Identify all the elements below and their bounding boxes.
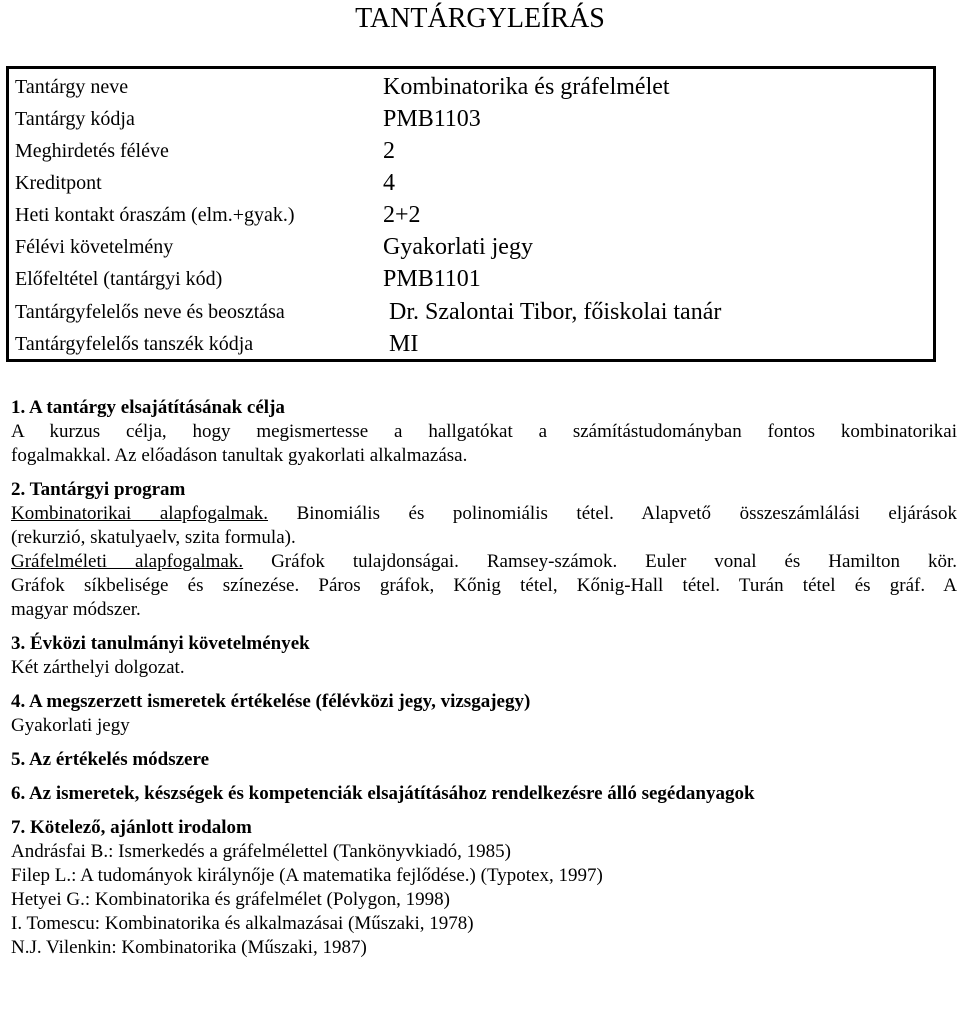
info-label: Heti kontakt óraszám (elm.+gyak.) bbox=[15, 204, 295, 226]
reference-item: N.J. Vilenkin: Kombinatorika (Műszaki, 1987) bbox=[11, 937, 367, 958]
info-value: MI bbox=[389, 331, 419, 357]
info-value: 2 bbox=[383, 138, 395, 164]
info-value: 2+2 bbox=[383, 202, 421, 228]
info-row bbox=[15, 328, 915, 360]
info-value: 4 bbox=[383, 170, 395, 196]
section-heading: 5. Az értékelés módszere bbox=[11, 749, 210, 770]
info-row bbox=[15, 231, 915, 263]
paragraph-line bbox=[11, 550, 957, 574]
info-value: Dr. Szalontai Tibor, főiskolai tanár bbox=[389, 299, 722, 325]
info-value: PMB1101 bbox=[383, 266, 481, 292]
paragraph-line: Gyakorlati jegy bbox=[11, 715, 130, 736]
section-heading: 1. A tantárgy elsajátításának célja bbox=[11, 397, 285, 418]
topic-title: Kombinatorikai alapfogalmak. bbox=[11, 503, 269, 524]
info-row bbox=[15, 103, 915, 135]
document-title: TANTÁRGYLEÍRÁS bbox=[355, 3, 605, 34]
info-row bbox=[15, 135, 915, 167]
topic-text: Binomiális és polinomiális tétel. Alapvető összeszámlálási eljárások bbox=[268, 503, 957, 524]
info-row bbox=[15, 71, 915, 103]
section-heading: 3. Évközi tanulmányi követelmények bbox=[11, 633, 310, 654]
paragraph-line: magyar módszer. bbox=[11, 599, 141, 620]
section-goal bbox=[11, 396, 957, 468]
section-requirements bbox=[11, 632, 957, 680]
info-row bbox=[15, 167, 915, 199]
section-evaluation bbox=[11, 690, 957, 738]
section-heading: 6. Az ismeretek, készségek és kompetenciák elsajátításához rendelkezésre álló segédanyagok bbox=[11, 783, 755, 804]
topic-title: Gráfelméleti alapfogalmak. bbox=[11, 551, 244, 572]
info-label: Előfeltétel (tantárgyi kód) bbox=[15, 268, 223, 290]
paragraph-line: fogalmakkal. Az előadáson tanultak gyakorlati alkalmazása. bbox=[11, 445, 468, 466]
course-info-table bbox=[6, 66, 936, 362]
info-value: Gyakorlati jegy bbox=[383, 234, 533, 260]
paragraph-line: Gráfok síkbelisége és színezése. Páros gráfok, Kőnig tétel, Kőnig-Hall tétel. Turán tétel és gráf. A bbox=[11, 575, 957, 596]
section-heading: 4. A megszerzett ismeretek értékelése (félévközi jegy, vizsgajegy) bbox=[11, 691, 531, 712]
section-program bbox=[11, 478, 957, 622]
section-heading: 7. Kötelező, ajánlott irodalom bbox=[11, 817, 252, 838]
info-label: Meghirdetés féléve bbox=[15, 140, 169, 162]
info-label: Tantárgy neve bbox=[15, 76, 129, 98]
info-label: Kreditpont bbox=[15, 172, 102, 194]
paragraph-line bbox=[11, 502, 957, 526]
info-label: Tantárgyfelelős neve és beosztása bbox=[15, 301, 285, 323]
reference-item: Hetyei G.: Kombinatorika és gráfelmélet (Polygon, 1998) bbox=[11, 889, 451, 910]
section-method bbox=[11, 748, 957, 772]
topic-text: Gráfok tulajdonságai. Ramsey-számok. Euler vonal és Hamilton kör. bbox=[243, 551, 957, 572]
reference-item: Andrásfai B.: Ismerkedés a gráfelmélettel (Tankönyvkiadó, 1985) bbox=[11, 841, 511, 862]
info-label: Tantárgyfelelős tanszék kódja bbox=[15, 333, 254, 355]
section-heading: 2. Tantárgyi program bbox=[11, 479, 186, 500]
paragraph-line: A kurzus célja, hogy megismertesse a hallgatókat a számítástudományban fontos kombinatorikai bbox=[11, 421, 957, 442]
info-value: Kombinatorika és gráfelmélet bbox=[383, 74, 670, 100]
info-value: PMB1103 bbox=[383, 106, 481, 132]
info-label: Félévi követelmény bbox=[15, 236, 174, 258]
info-row bbox=[15, 296, 915, 328]
section-materials bbox=[11, 782, 957, 806]
info-row bbox=[15, 263, 915, 295]
reference-item: I. Tomescu: Kombinatorika és alkalmazásai (Műszaki, 1978) bbox=[11, 913, 474, 934]
section-literature bbox=[11, 816, 957, 960]
document-body bbox=[11, 396, 957, 970]
paragraph-line: Két zárthelyi dolgozat. bbox=[11, 657, 185, 678]
info-label: Tantárgy kódja bbox=[15, 108, 135, 130]
reference-item: Filep L.: A tudományok királynője (A matematika fejlődése.) (Typotex, 1997) bbox=[11, 865, 603, 886]
info-row bbox=[15, 199, 915, 231]
paragraph-line: (rekurzió, skatulyaelv, szita formula). bbox=[11, 527, 296, 548]
